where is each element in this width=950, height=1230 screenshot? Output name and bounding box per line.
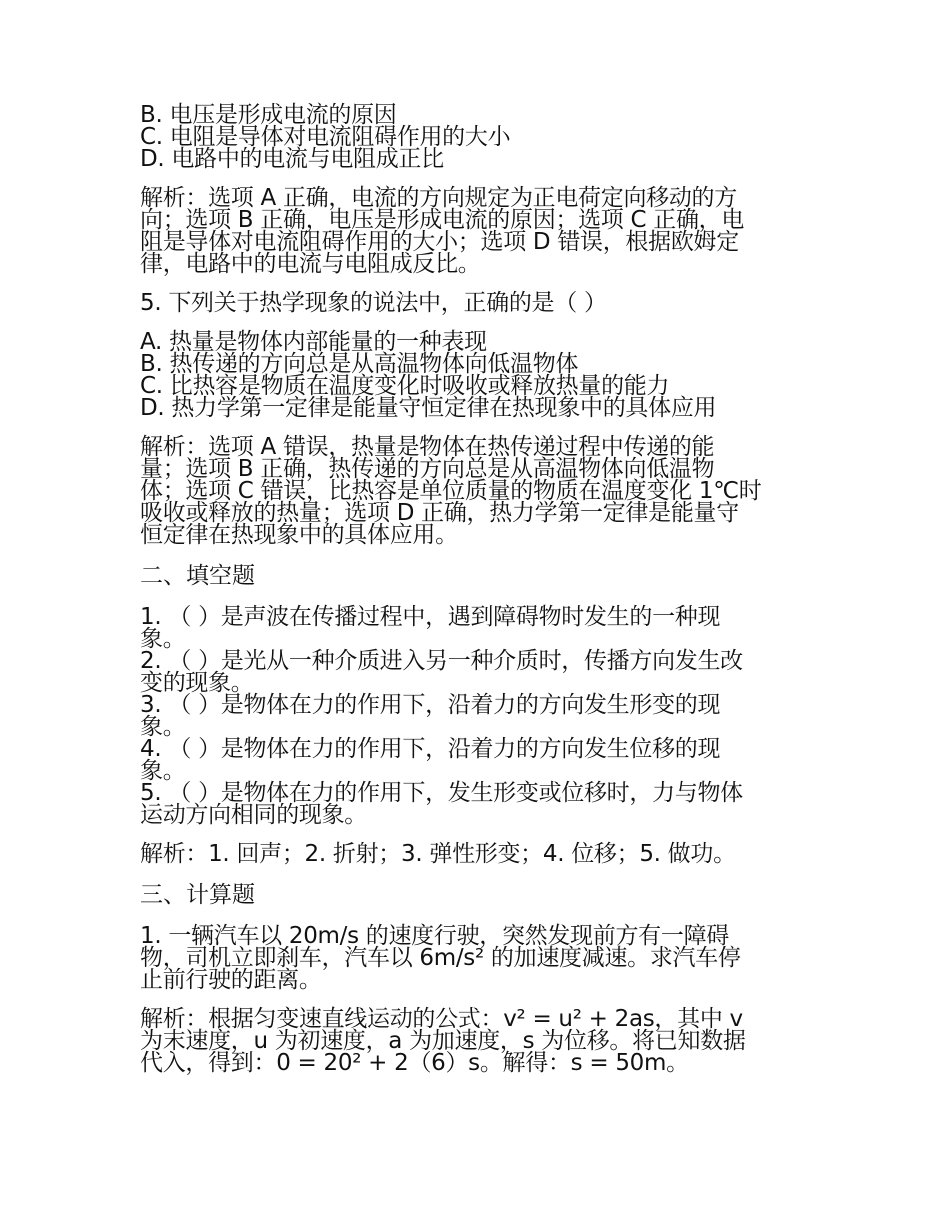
- explanation-line: 阻是导体对电流阻碍作用的大小；选项 D 错误，根据欧姆定: [140, 229, 739, 255]
- question-line: 1. 一辆汽车以 20m/s 的速度行驶，突然发现前方有一障碍: [140, 923, 729, 949]
- q4-options: [140, 104, 812, 170]
- question-stem: 5. 下列关于热学现象的说法中，正确的是（ ）: [140, 290, 607, 316]
- explanation-line: 量；选项 B 正确，热传递的方向总是从高温物体向低温物: [140, 456, 715, 482]
- option-line: C. 电阻是导体对电流阻碍作用的大小: [140, 124, 511, 150]
- fill-blank-line: 象。: [140, 626, 186, 652]
- explanation-line: 体；选项 C 错误，比热容是单位质量的物质在温度变化 1℃时: [140, 478, 762, 504]
- option-line: D. 电路中的电流与电阻成正比: [140, 146, 444, 172]
- fill-blank-line: 1. （ ）是声波在传播过程中，遇到障碍物时发生的一种现: [140, 604, 721, 630]
- explanation-line: 律，电路中的电流与电阻成反比。: [140, 251, 481, 277]
- option-line: B. 热传递的方向总是从高温物体向低温物体: [140, 351, 579, 377]
- explanation-line: 向；选项 B 正确，电压是形成电流的原因；选项 C 正确，电: [140, 207, 745, 233]
- option-line: A. 热量是物体内部能量的一种表现: [140, 329, 487, 355]
- question-line: 物，司机立即刹车，汽车以 6m/s² 的加速度减速。求汽车停: [140, 945, 741, 971]
- q5-explanation: [140, 436, 812, 546]
- calc-explanation: [140, 1008, 812, 1074]
- fill-blank-line: 2. （ ）是光从一种介质进入另一种介质时，传播方向发生改: [140, 648, 743, 674]
- option-line: C. 比热容是物质在温度变化时吸收或释放热量的能力: [140, 373, 670, 399]
- explanation-line: 代入，得到：0 = 20² + 2（6）s。解得：s = 50m。: [140, 1050, 689, 1076]
- document-page: [140, 104, 812, 1091]
- answer-line: 解析：1. 回声；2. 折射；3. 弹性形变；4. 位移；5. 做功。: [140, 841, 736, 867]
- fill-blank-answer: [140, 843, 812, 865]
- q5-stem: [140, 292, 812, 314]
- calc-question: [140, 925, 812, 991]
- option-line: D. 热力学第一定律是能量守恒定律在热现象中的具体应用: [140, 395, 717, 421]
- explanation-line: 恒定律在热现象中的具体应用。: [140, 522, 458, 548]
- section-title-calculation: 三、计算题: [140, 882, 255, 908]
- explanation-line: 解析：根据匀变速直线运动的公式：v² = u² + 2as，其中 v: [140, 1006, 743, 1032]
- explanation-line: 吸收或释放的热量；选项 D 正确，热力学第一定律是能量守: [140, 500, 739, 526]
- section-title-fill-blank: 二、填空题: [140, 563, 255, 589]
- fill-blank-line: 4. （ ）是物体在力的作用下，沿着力的方向发生位移的现: [140, 736, 721, 762]
- explanation-line: 为末速度，u 为初速度，a 为加速度，s 为位移。将已知数据: [140, 1028, 746, 1054]
- fill-blank-line: 变的现象。: [140, 670, 254, 696]
- fill-blank-line: 3. （ ）是物体在力的作用下，沿着力的方向发生形变的现: [140, 692, 721, 718]
- fill-blank-line: 运动方向相同的现象。: [140, 802, 368, 828]
- fill-blank-line: 5. （ ）是物体在力的作用下，发生形变或位移时，力与物体: [140, 780, 743, 806]
- fill-blank-line: 象。: [140, 758, 186, 784]
- q5-options: [140, 331, 812, 419]
- fill-blank-questions: [140, 606, 812, 826]
- fill-blank-line: 象。: [140, 714, 186, 740]
- explanation-line: 解析：选项 A 正确，电流的方向规定为正电荷定向移动的方: [140, 185, 737, 211]
- q4-explanation: [140, 187, 812, 275]
- question-line: 止前行驶的距离。: [140, 967, 322, 993]
- option-line: B. 电压是形成电流的原因: [140, 102, 397, 128]
- explanation-line: 解析：选项 A 错误，热量是物体在热传递过程中传递的能: [140, 434, 715, 460]
